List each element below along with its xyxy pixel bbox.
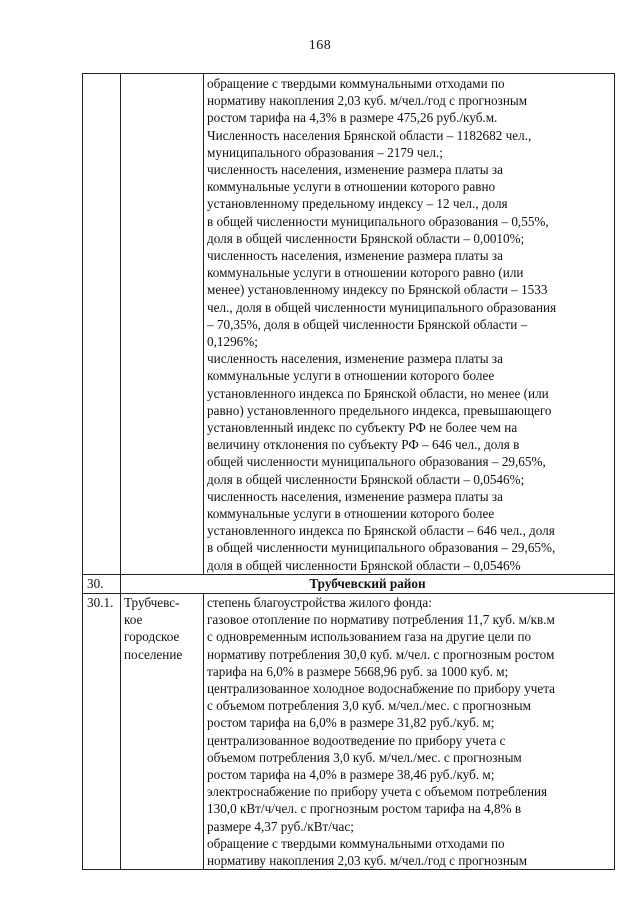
- text-line: ростом тарифа на 6,0% в размере 31,82 руб./куб. м;: [207, 715, 495, 731]
- municipality-name-line: кое: [124, 612, 143, 628]
- text-line: тарифа на 6,0% в размере 5668,96 руб. за 1000 куб. м;: [207, 663, 509, 679]
- text-line: коммунальные услуги в отношении которого равно: [207, 179, 496, 195]
- text-line: нормативу потребления 30,0 куб. м/чел. с прогнозным ростом: [207, 646, 555, 662]
- text-line: коммунальные услуги в отношении которого более: [207, 368, 495, 384]
- text-line: численность населения, изменение размера платы за: [207, 351, 503, 367]
- text-line: численность населения, изменение размера платы за: [207, 248, 503, 264]
- text-line: установленный индекс по субъекту РФ не более чем на: [207, 420, 518, 436]
- text-line: обращение с твердыми коммунальными отходами по: [207, 76, 505, 91]
- text-line: установленному предельному индексу – 12 чел., доля: [207, 196, 508, 212]
- row-number-cell: [83, 74, 121, 575]
- district-number-cell: 30.: [83, 574, 121, 593]
- municipality-name-line: поселение: [124, 646, 183, 662]
- text-line: – 70,35%, доля в общей численности Брянской области –: [207, 316, 528, 332]
- text-line: ростом тарифа на 4,3% в размере 475,26 руб./куб.м.: [207, 110, 498, 126]
- text-line: с объемом потребления 3,0 куб. м/чел./мес. с прогнозным: [207, 698, 531, 714]
- table-row-district: [83, 574, 615, 593]
- text-line: ростом тарифа на 4,0% в размере 38,46 руб./куб. м;: [207, 766, 495, 782]
- text-line: степень благоустройства жилого фонда:: [207, 594, 432, 610]
- row-number-cell: 30.1.: [83, 593, 121, 869]
- text-line: нормативу накопления 2,03 куб. м/чел./год с прогнозным: [207, 93, 528, 109]
- text-line: доля в общей численности Брянской области – 0,0546%;: [207, 471, 525, 487]
- description-cell: [204, 593, 615, 869]
- table-row-continuation: [83, 74, 615, 575]
- text-line: чел., доля в общей численности муниципального образования: [207, 299, 557, 315]
- text-line: Численность населения Брянской области – 1182682 чел.,: [207, 127, 532, 143]
- description-cell: [204, 74, 615, 575]
- text-line: численность населения, изменение размера платы за: [207, 162, 503, 178]
- text-line: централизованное водоотведение по прибору учета с: [207, 732, 506, 748]
- text-line: нормативу накопления 2,03 куб. м/чел./год с прогнозным: [207, 852, 528, 868]
- text-line: 130,0 кВт/ч/чел. с прогнозным ростом тарифа на 4,8% в: [207, 801, 522, 817]
- text-line: доля в общей численности Брянской области – 0,0010%;: [207, 230, 525, 246]
- text-line: в общей численности муниципального образования – 0,55%,: [207, 213, 549, 229]
- text-line: величину отклонения по субъекту РФ – 646 чел., доля в: [207, 437, 520, 453]
- text-line: численность населения, изменение размера платы за: [207, 488, 503, 504]
- text-line: установленного индекса по Брянской области – 646 чел., доля: [207, 523, 555, 539]
- municipality-cell: [121, 593, 204, 869]
- text-line: коммунальные услуги в отношении которого более: [207, 506, 495, 522]
- district-title: Трубчевский район: [121, 574, 615, 593]
- text-line: централизованное холодное водоснабжение по прибору учета: [207, 680, 556, 696]
- text-line: доля в общей численности Брянской области – 0,0546%: [207, 557, 521, 573]
- text-line: муниципального образования – 2179 чел.;: [207, 144, 443, 160]
- text-line: обращение с твердыми коммунальными отходами по: [207, 835, 505, 851]
- text-line: равно) установленного предельного индекса, превышающего: [207, 402, 552, 418]
- text-line: объемом потребления 3,0 куб. м/чел./мес. с прогнозным: [207, 749, 522, 765]
- tariff-table: [82, 73, 615, 870]
- text-line: 0,1296%;: [207, 334, 258, 350]
- table-row-item: [83, 593, 615, 869]
- municipality-name-line: городское: [124, 629, 180, 645]
- text-line: в общей численности муниципального образования – 29,65%,: [207, 540, 556, 556]
- text-line: размере 4,37 руб./кВт/час;: [207, 818, 354, 834]
- text-line: менее) установленному индексу по Брянской области – 1533: [207, 282, 548, 298]
- page-number: 168: [308, 38, 332, 53]
- text-line: общей численности муниципального образования – 29,65%,: [207, 454, 546, 470]
- text-line: газовое отопление по нормативу потребления 11,7 куб. м/кв.м: [207, 612, 555, 628]
- text-line: с одновременным использованием газа на другие цели по: [207, 629, 532, 645]
- text-line: коммунальные услуги в отношении которого равно (или: [207, 265, 524, 281]
- text-line: установленного индекса по Брянской области, но менее (или: [207, 385, 549, 401]
- text-line: электроснабжение по прибору учета с объемом потребления: [207, 784, 548, 800]
- municipality-cell: [121, 74, 204, 575]
- municipality-name-line: Трубчевс-: [124, 594, 180, 610]
